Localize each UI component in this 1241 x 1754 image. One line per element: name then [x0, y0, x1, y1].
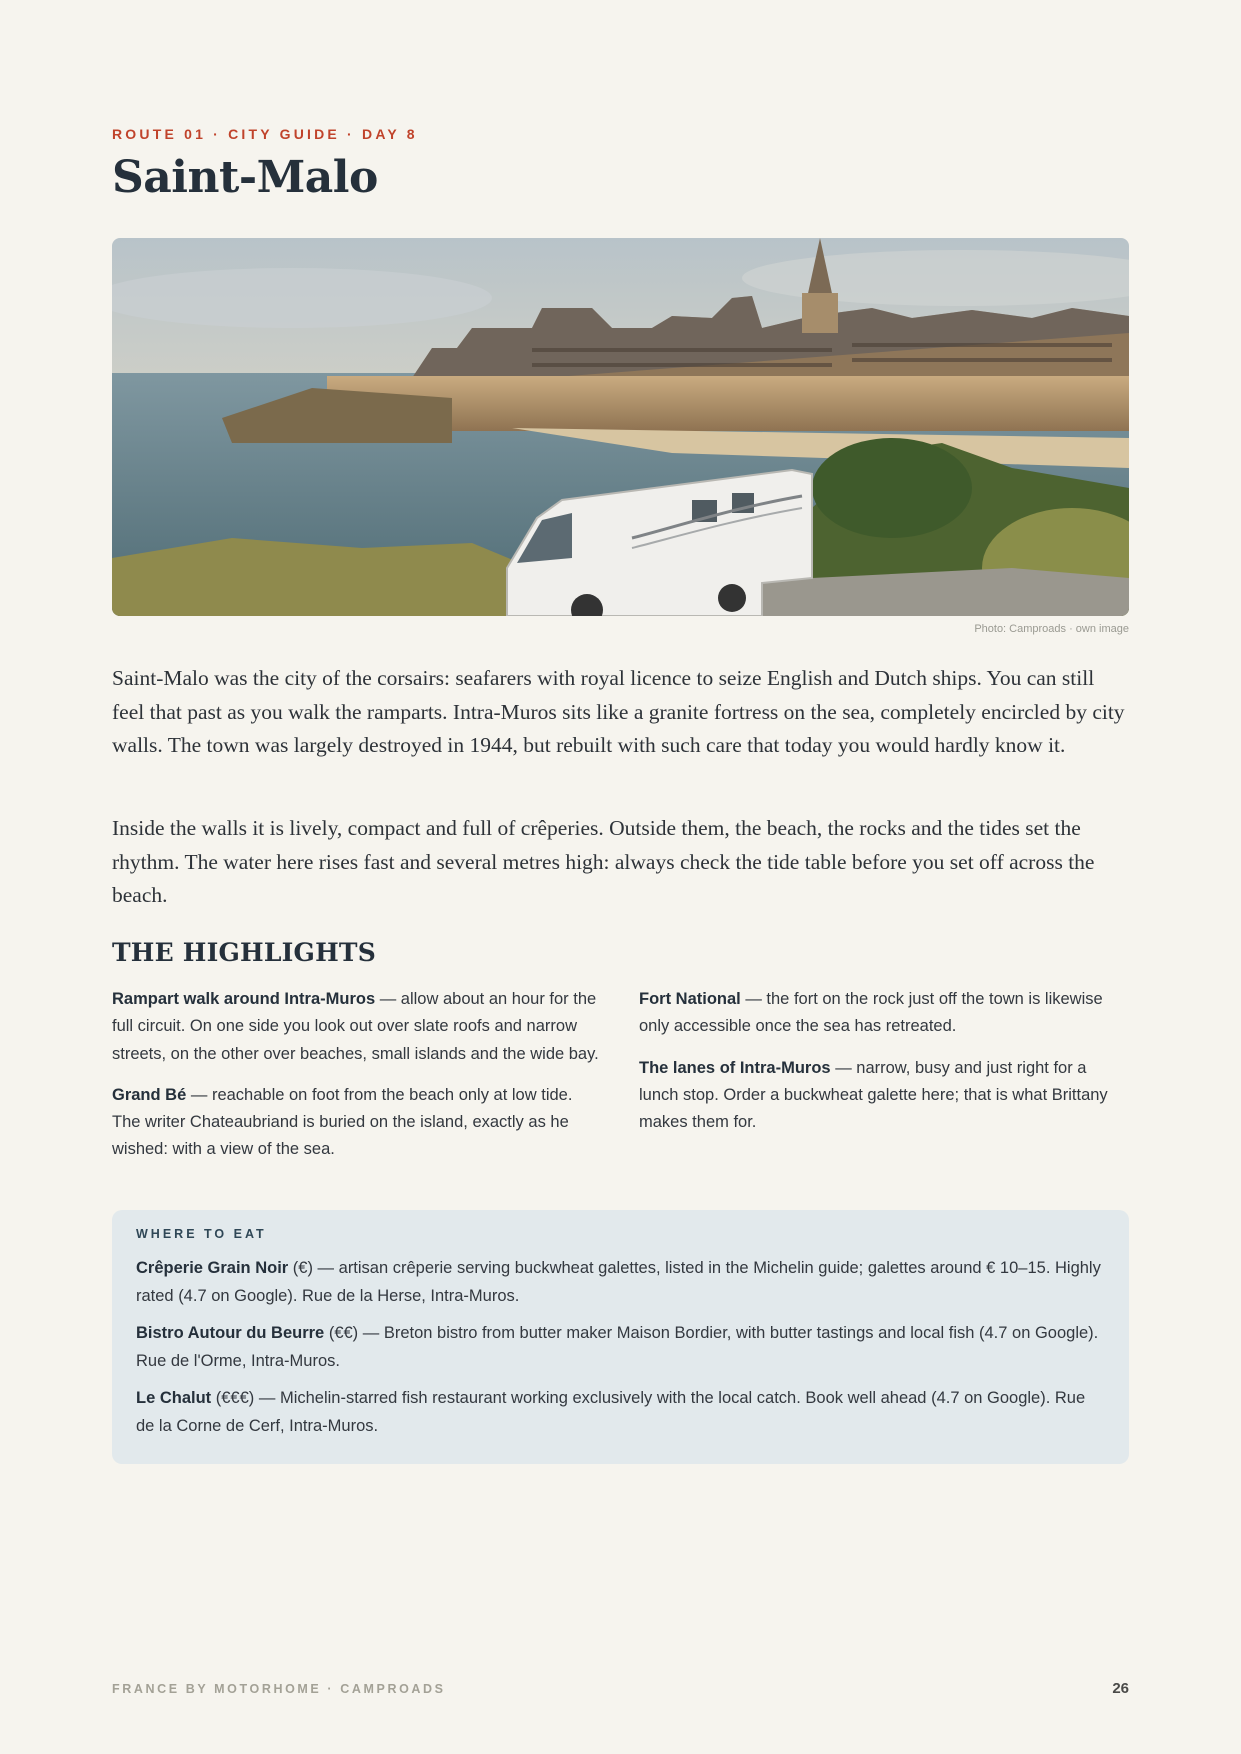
highlight-name: The lanes of Intra-Muros — [639, 1058, 831, 1077]
where-to-eat-box — [112, 1210, 1129, 1464]
restaurant-item — [136, 1254, 1106, 1310]
restaurant-item — [136, 1319, 1106, 1375]
restaurant-item — [136, 1384, 1106, 1440]
highlights-column-left — [112, 986, 602, 1178]
highlights-column-right — [639, 986, 1129, 1150]
intro-paragraph-1: Saint-Malo was the city of the corsairs: seafarers with royal licence to seize English and Dutch ships. You can still feel that past as you walk the ramparts. Intra-Muros sits like a granite fortress on the sea, completely encircled by city walls. The town was largely destroyed in 1944, but rebuilt with such care that today you would hardly know it. — [112, 666, 1125, 757]
restaurant-name: Crêperie Grain Noir — [136, 1259, 289, 1277]
highlight-text: — allow about an hour for the full circuit. On one side you look out over slate roofs and narrow streets, on the other over beaches, small islands and the wide bay. — [112, 990, 599, 1063]
highlight-name: Fort National — [639, 990, 741, 1008]
highlight-name: Rampart walk around Intra-Muros — [112, 990, 376, 1008]
highlight-text: — reachable on foot from the beach only at low tide. The writer Chateaubriand is buried on the island, exactly as he wished: with a view of the sea. — [112, 1085, 573, 1159]
footer-publication: FRANCE BY MOTORHOME · CAMPROADS — [112, 1682, 446, 1696]
highlight-item — [112, 1082, 602, 1164]
highlight-item — [112, 986, 602, 1068]
restaurant-text: (€€) — Breton bistro from butter maker Maison Bordier, with butter tastings and local fish (4.7 on Google). Rue de l'Orme, Intra-Muros. — [136, 1324, 1099, 1370]
highlight-item — [639, 1055, 1129, 1137]
restaurant-text: (€) — artisan crêperie serving buckwheat galettes, listed in the Michelin guide; galettes around € 10–15. Highly rated (4.7 on Google). Rue de la Herse, Intra-Muros. — [136, 1259, 1101, 1305]
highlight-text: — the fort on the rock just off the town is likewise only accessible once the sea has retreated. — [639, 990, 1103, 1036]
highlights-heading: THE HIGHLIGHTS — [112, 938, 376, 967]
intro-paragraph-2: Inside the walls it is lively, compact and full of crêperies. Outside them, the beach, the rocks and the tides set the rhythm. The water here rises fast and several metres high: always check the tide table before you set off across the beach. — [112, 816, 1095, 907]
restaurant-list — [136, 1254, 1106, 1449]
page-number: 26 — [1112, 1680, 1129, 1697]
restaurant-text: (€€€) — Michelin-starred fish restaurant working exclusively with the local catch. Book well ahead (4.7 on Google). Rue de la Corne de Cerf, Intra-Muros. — [136, 1389, 1086, 1435]
highlight-text: — narrow, busy and just right for a lunch stop. Order a buckwheat galette here; that is what Brittany makes them for. — [639, 1058, 1108, 1132]
hero-photo-illustration — [112, 238, 1129, 616]
photo-credit: Photo: Camproads · own image — [974, 623, 1129, 635]
page-title: Saint-Malo — [112, 152, 378, 203]
hero-photo — [112, 238, 1129, 616]
highlight-name: Grand Bé — [112, 1085, 187, 1104]
where-to-eat-label: WHERE TO EAT — [136, 1227, 267, 1241]
highlight-item — [639, 986, 1129, 1041]
restaurant-name: Bistro Autour du Beurre — [136, 1324, 325, 1342]
kicker: ROUTE 01 · CITY GUIDE · DAY 8 — [112, 126, 418, 142]
restaurant-name: Le Chalut — [136, 1389, 212, 1407]
